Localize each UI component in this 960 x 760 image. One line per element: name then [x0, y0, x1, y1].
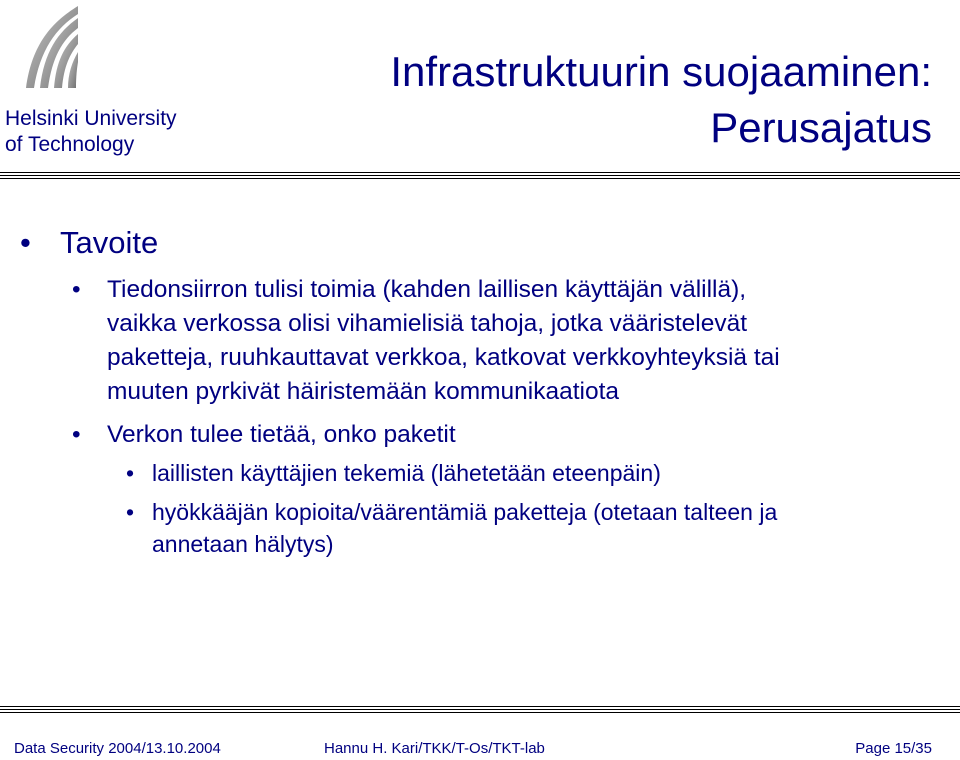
sub-bullet1: laillisten käyttäjien tekemiä (lähetetään eteenpäin): [152, 460, 661, 486]
header-divider: [0, 172, 960, 181]
sub-bullet2-line1: hyökkääjän kopioita/väärentämiä paketteja (otetaan talteen ja: [152, 499, 778, 525]
bullet-icon: •: [126, 499, 135, 525]
title-line2: Perusajatus: [710, 104, 932, 151]
footer-left: Data Security 2004/13.10.2004: [14, 740, 221, 757]
bullet-icon: •: [72, 421, 81, 448]
heading-tavoite: Tavoite: [60, 225, 159, 260]
bullet-icon: •: [126, 460, 135, 486]
bullet2: Verkon tulee tietää, onko paketit: [107, 421, 456, 448]
bullet1-line2: vaikka verkossa olisi vihamielisiä tahoja, jotka vääristelevät: [107, 310, 748, 337]
bullet-icon: •: [72, 276, 81, 303]
bullet1-line3: paketteja, ruuhkauttavat verkkoa, katkovat verkkoyhteyksiä tai: [107, 344, 780, 371]
footer-divider: [0, 706, 960, 715]
sub-bullet2-line2: annetaan hälytys): [152, 531, 334, 557]
bullet-icon: •: [20, 225, 31, 260]
footer-page-number: Page 15/35: [855, 740, 932, 757]
slide-title: [390, 44, 932, 156]
university-name: [5, 106, 177, 158]
university-line1: Helsinki University: [5, 107, 177, 130]
title-line1: Infrastruktuurin suojaaminen:: [390, 48, 932, 95]
university-line2: of Technology: [5, 133, 135, 156]
footer-center: Hannu H. Kari/TKK/T-Os/TKT-lab: [324, 740, 545, 757]
bullet1-line1: Tiedonsiirron tulisi toimia (kahden laillisen käyttäjän välillä),: [107, 276, 747, 303]
hut-logo-icon: [22, 4, 80, 90]
bullet1-line4: muuten pyrkivät häiristemään kommunikaatiota: [107, 378, 620, 405]
